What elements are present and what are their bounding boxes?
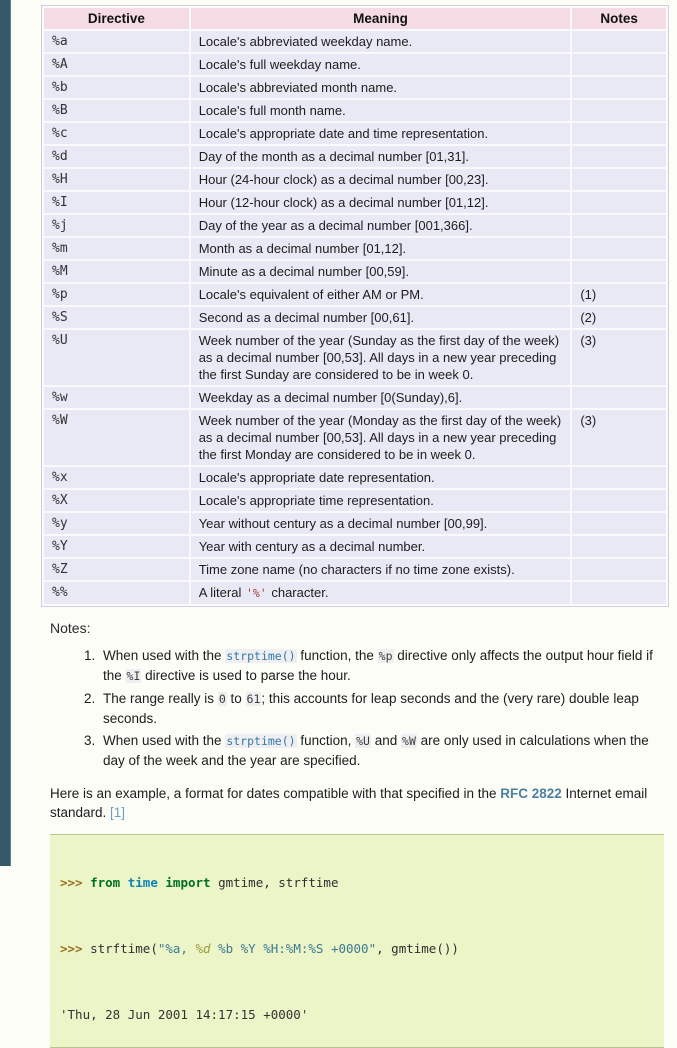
strftime-directives-table [42, 6, 668, 606]
rich-code: %U [356, 734, 370, 748]
table-row [44, 387, 666, 408]
meaning-cell [191, 490, 571, 511]
note-item-text [103, 648, 653, 683]
text-segment: ; this accounts for leap seconds and the (very rare) double leap seconds. [103, 691, 639, 726]
notes-cell [572, 31, 666, 52]
notes-cell [572, 536, 666, 557]
table-row [44, 169, 666, 190]
text-segment: directive only affects the output hour field if the [103, 648, 653, 683]
table-row [44, 215, 666, 236]
text-segment: , gmtime()) [376, 941, 459, 956]
directive-cell: %y [44, 513, 189, 534]
meaning-cell [191, 146, 571, 167]
notes-cell [572, 146, 666, 167]
meaning-cell [191, 261, 571, 282]
table-row [44, 490, 666, 511]
strptime-code: strptime() [226, 734, 296, 748]
table-row [44, 513, 666, 534]
text-segment: and [370, 733, 402, 748]
text-segment: gmtime, strftime [210, 875, 339, 890]
note-item-text [103, 733, 649, 768]
notes-cell [572, 582, 666, 604]
text-segment [158, 875, 166, 890]
rich-str: %b %Y %H:%M:%S +0000" [210, 941, 377, 956]
notes-cell [572, 123, 666, 144]
meaning-cell [191, 284, 571, 305]
text-segment: Week number of the year (Monday as the first day of the week) as a decimal number [00,53]. All days in a new year preceding the first Monday are considered to be in week 0. [198, 413, 562, 462]
text-segment: function, [296, 733, 356, 748]
directive-cell: %X [44, 490, 189, 511]
directive-cell: %Z [44, 559, 189, 580]
rich-code: %I [126, 669, 141, 683]
notes-cell: (3) [572, 330, 666, 385]
text-segment: Minute as a decimal number [00,59]. [198, 264, 409, 279]
table-row [44, 559, 666, 580]
meaning-cell [191, 330, 571, 385]
notes-cell [572, 513, 666, 534]
text-segment: directive is used to parse the hour. [141, 668, 351, 683]
rich-str: "%a, [157, 941, 196, 956]
column-header-notes: Notes [572, 8, 666, 29]
notes-cell [572, 169, 666, 190]
code-line [60, 941, 654, 958]
table-row [44, 54, 666, 75]
notes-cell [572, 215, 666, 236]
notes-cell: (2) [572, 307, 666, 328]
directive-cell: %a [44, 31, 189, 52]
text-segment: When used with the [103, 648, 226, 663]
text-segment: Hour (24-hour clock) as a decimal number [00,23]. [198, 172, 489, 187]
meaning-cell [191, 582, 571, 604]
text-segment [120, 875, 128, 890]
directive-cell: %S [44, 307, 189, 328]
note-item [99, 689, 668, 728]
table-row [44, 31, 666, 52]
rich-code: %p [378, 649, 393, 663]
table-row [44, 123, 666, 144]
text-segment: Day of the month as a decimal number [01,31]. [198, 149, 469, 164]
text-segment: Locale's appropriate date and time representation. [198, 126, 489, 141]
text-segment: Week number of the year (Sunday as the first day of the week) as a decimal number [00,53]. All days in a new year preceding the first Sunday are considered to be in week 0. [198, 333, 560, 382]
directive-cell: %W [44, 410, 189, 465]
table-header-row [44, 8, 666, 29]
directive-cell: %Y [44, 536, 189, 557]
directive-cell: %j [44, 215, 189, 236]
column-header-directive: Directive [44, 8, 189, 29]
code-example-block [50, 834, 664, 1048]
notes-cell [572, 238, 666, 259]
directive-cell: %B [44, 100, 189, 121]
text-segment: Here is an example, a format for dates compatible with that specified in the [50, 786, 501, 801]
notes-heading: Notes: [50, 620, 91, 636]
page-content [11, 0, 677, 1048]
rich-code: %W [402, 734, 416, 748]
table-row [44, 284, 666, 305]
text-segment: When used with the [103, 733, 226, 748]
rich-kw: import [165, 875, 211, 890]
directive-cell: %A [44, 54, 189, 75]
meaning-cell [191, 54, 571, 75]
directive-cell: %d [44, 146, 189, 167]
notes-list [42, 646, 668, 770]
note-item [99, 646, 668, 686]
text-segment: Locale's full weekday name. [198, 57, 361, 72]
text-segment: Day of the year as a decimal number [001,366]. [198, 218, 473, 233]
notes-cell [572, 387, 666, 408]
meaning-cell [191, 467, 571, 488]
table-row [44, 100, 666, 121]
text-segment: Hour (12-hour clock) as a decimal number [01,12]. [198, 195, 489, 210]
table-row [44, 536, 666, 557]
notes-cell: (1) [572, 284, 666, 305]
text-segment: Locale's appropriate date representation. [198, 470, 435, 485]
meaning-cell [191, 100, 571, 121]
rich-codered: '%' [245, 586, 267, 600]
notes-cell [572, 100, 666, 121]
meaning-cell [191, 513, 571, 534]
text-segment: Year with century as a decimal number. [198, 539, 426, 554]
strptime-code: strptime() [226, 649, 296, 663]
left-accent-bar [0, 0, 11, 866]
text-segment: Locale's abbreviated weekday name. [198, 34, 413, 49]
table-row [44, 467, 666, 488]
meaning-cell [191, 559, 571, 580]
table-header [44, 8, 666, 29]
text-segment: function, the [296, 648, 378, 663]
meaning-cell [191, 31, 571, 52]
notes-cell [572, 192, 666, 213]
rich-code: 0 [218, 692, 226, 706]
notes-cell [572, 261, 666, 282]
text-segment: Locale's abbreviated month name. [198, 80, 398, 95]
text-segment: Weekday as a decimal number [0(Sunday),6]. [198, 390, 463, 405]
meaning-cell [191, 192, 571, 213]
code-line [60, 1007, 654, 1024]
text-segment: Locale's appropriate time representation. [198, 493, 434, 508]
directive-cell: %p [44, 284, 189, 305]
table-row [44, 146, 666, 167]
text-segment: to [226, 691, 246, 706]
directive-cell: %w [44, 387, 189, 408]
note-item-text [103, 691, 639, 726]
meaning-cell [191, 238, 571, 259]
directive-cell: %m [44, 238, 189, 259]
rfc-2822-link[interactable]: RFC 2822 [500, 786, 562, 801]
meaning-cell [191, 123, 571, 144]
meaning-cell [191, 387, 571, 408]
rich-kw: from [90, 875, 121, 890]
directive-cell: %H [44, 169, 189, 190]
text-segment: Time zone name (no characters if no time zone exists). [198, 562, 515, 577]
meaning-cell [191, 536, 571, 557]
text-segment: strftime( [90, 941, 158, 956]
table-row [44, 238, 666, 259]
table-row [44, 261, 666, 282]
text-segment: Locale's full month name. [198, 103, 346, 118]
rich-gp: >>> [60, 941, 91, 956]
directive-cell: %% [44, 582, 189, 604]
code-line [60, 875, 654, 892]
footnote-1-link[interactable]: [1] [110, 805, 126, 820]
directive-cell: %I [44, 192, 189, 213]
directive-cell: %x [44, 467, 189, 488]
notes-cell [572, 54, 666, 75]
text-segment: Year without century as a decimal number [00,99]. [198, 516, 488, 531]
directive-cell: %U [44, 330, 189, 385]
meaning-cell [191, 307, 571, 328]
table-row [44, 307, 666, 328]
text-segment: A literal [198, 585, 245, 600]
column-header-meaning: Meaning [191, 8, 571, 29]
table-row [44, 330, 666, 385]
rich-out: 'Thu, 28 Jun 2001 14:17:15 +0000' [60, 1007, 309, 1022]
text-segment: are only used in calculations when the day of the week and the year are specified. [103, 733, 649, 768]
table-row [44, 582, 666, 604]
example-intro-paragraph [50, 784, 666, 822]
text-segment: Locale's equivalent of either AM or PM. [198, 287, 424, 302]
text-segment: Internet email standard. [50, 786, 648, 820]
notes-cell [572, 467, 666, 488]
directive-cell: %c [44, 123, 189, 144]
table-row [44, 192, 666, 213]
meaning-cell [191, 77, 571, 98]
rich-nn: time [127, 875, 158, 890]
rich-gp: >>> [60, 875, 91, 890]
meaning-cell [191, 215, 571, 236]
rich-code: 61 [246, 692, 261, 706]
meaning-cell [191, 410, 571, 465]
note-item [99, 731, 668, 770]
notes-cell [572, 77, 666, 98]
notes-cell: (3) [572, 410, 666, 465]
text-segment: The range really is [103, 691, 218, 706]
notes-cell [572, 559, 666, 580]
table-row [44, 77, 666, 98]
meaning-cell [191, 169, 571, 190]
directive-cell: %b [44, 77, 189, 98]
text-segment: character. [267, 585, 329, 600]
table-row [44, 410, 666, 465]
text-segment: Month as a decimal number [01,12]. [198, 241, 407, 256]
directive-cell: %M [44, 261, 189, 282]
notes-cell [572, 490, 666, 511]
rich-si: %d [195, 941, 211, 956]
text-segment: Second as a decimal number [00,61]. [198, 310, 415, 325]
